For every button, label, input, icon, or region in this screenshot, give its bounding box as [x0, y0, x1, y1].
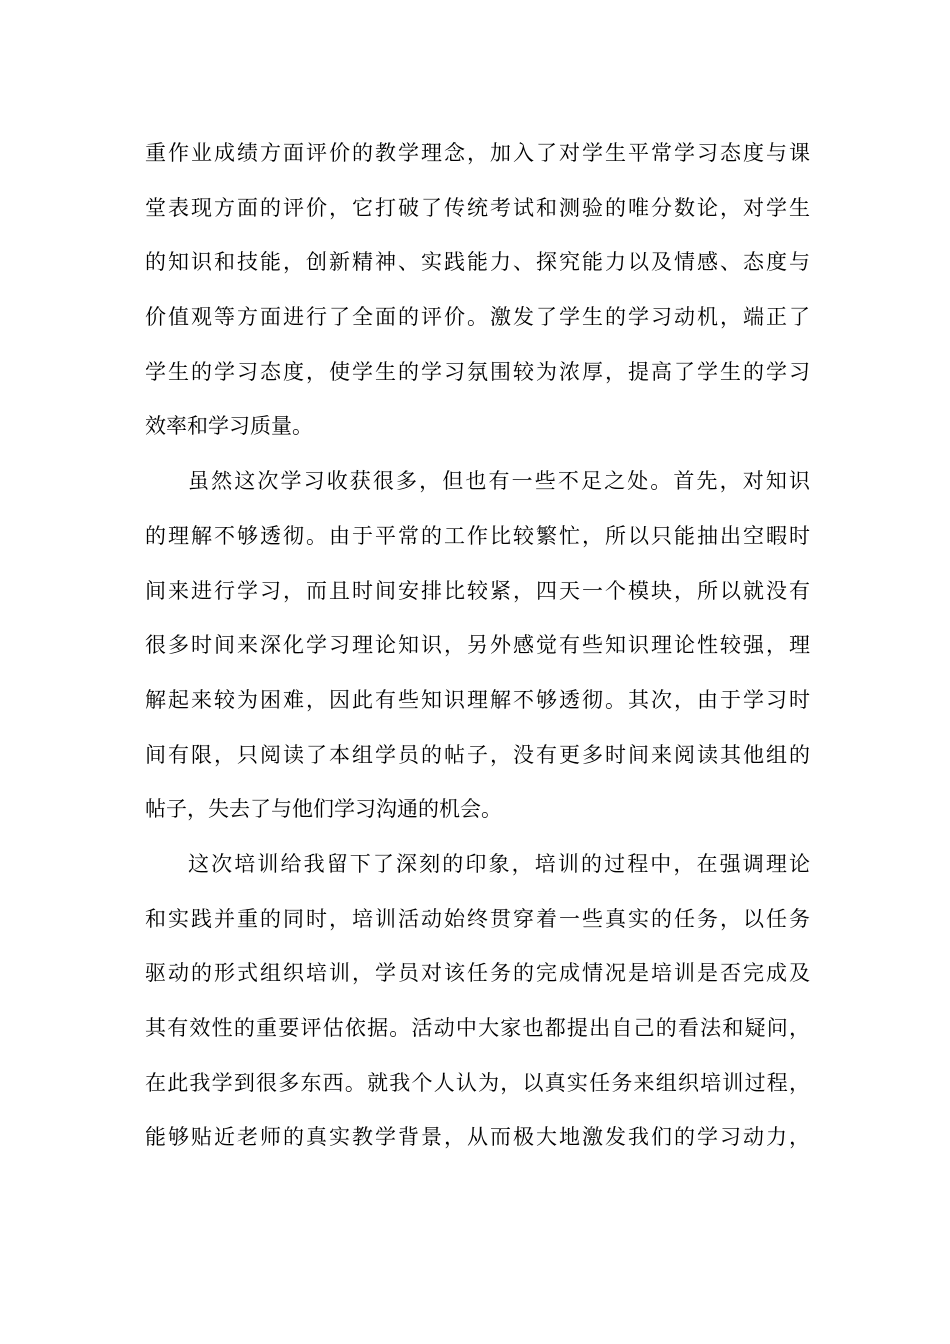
- text-line: 间来进行学习，而且时间安排比较紧，四天一个模块，所以就没有: [145, 578, 810, 603]
- text-line: 能够贴近老师的真实教学背景，从而极大地激发我们的学习动力，: [145, 1125, 810, 1150]
- text-line: 这次培训给我留下了深刻的印象，培训的过程中，在强调理论: [188, 851, 810, 876]
- text-line: 帖子，失去了与他们学习沟通的机会。: [145, 797, 502, 822]
- text-line: 很多时间来深化学习理论知识，另外感觉有些知识理论性较强，理: [145, 633, 810, 658]
- text-line: 重作业成绩方面评价的教学理念，加入了对学生平常学习态度与课: [145, 141, 810, 165]
- text-line: 堂表现方面的评价，它打破了传统考试和测验的唯分数论，对学生: [145, 195, 810, 220]
- text-line: 和实践并重的同时，培训活动始终贯穿着一些真实的任务，以任务: [145, 906, 810, 931]
- text-line: 解起来较为困难，因此有些知识理解不够透彻。其次，由于学习时: [145, 687, 810, 712]
- document-body: [145, 126, 810, 1165]
- text-line: 其有效性的重要评估依据。活动中大家也都提出自己的看法和疑问，: [145, 1016, 810, 1040]
- paragraph-1: [145, 126, 810, 454]
- text-line: 效率和学习质量。: [145, 414, 313, 439]
- text-line: 价值观等方面进行了全面的评价。激发了学生的学习动机，端正了: [145, 305, 810, 330]
- text-line: 学生的学习态度，使学生的学习氛围较为浓厚，提高了学生的学习: [145, 359, 810, 384]
- text-line: 虽然这次学习收获很多，但也有一些不足之处。首先，对知识: [188, 469, 810, 494]
- text-line: 驱动的形式组织培训，学员对该任务的完成情况是培训是否完成及: [145, 961, 810, 986]
- text-line: 间有限，只阅读了本组学员的帖子，没有更多时间来阅读其他组的: [145, 742, 810, 767]
- paragraph-3: [145, 837, 810, 1165]
- paragraph-2: [145, 454, 810, 837]
- text-line: 的理解不够透彻。由于平常的工作比较繁忙，所以只能抽出空暇时: [145, 523, 810, 548]
- text-line: 在此我学到很多东西。就我个人认为，以真实任务来组织培训过程，: [145, 1070, 810, 1095]
- text-line: 的知识和技能，创新精神、实践能力、探究能力以及情感、态度与: [145, 250, 810, 275]
